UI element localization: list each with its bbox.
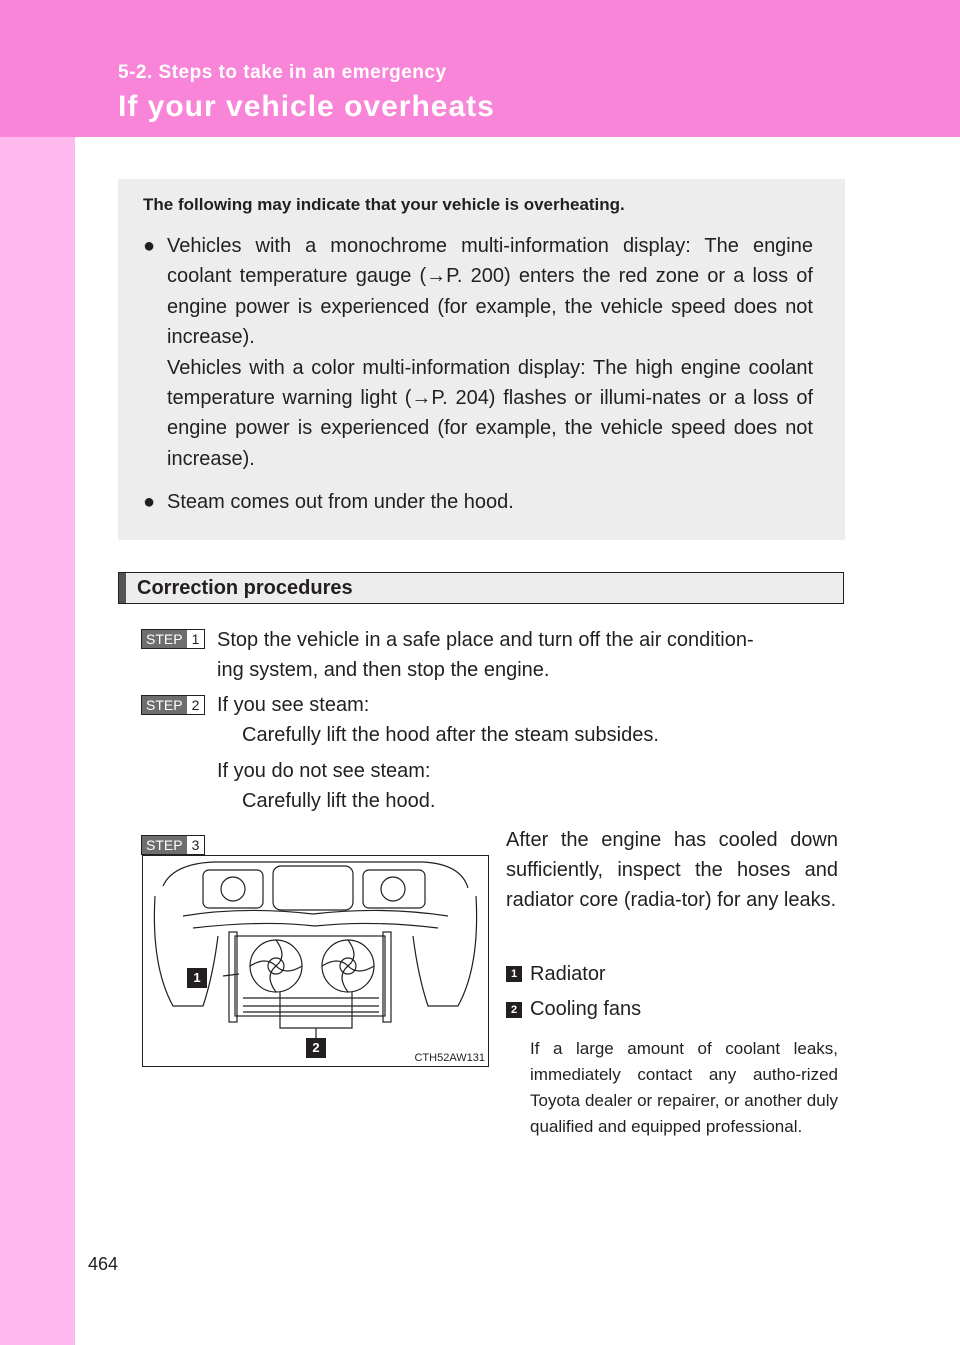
bullet-icon: ● (143, 491, 156, 513)
callout-radiator: 1 (187, 968, 207, 988)
page-number: 464 (88, 1254, 119, 1274)
symptoms-heading: The following may indicate that your vehicle is overheating. (143, 195, 625, 214)
step-1-line-2: ing system, and then stop the engine. (217, 659, 550, 681)
page-side-strip (0, 0, 75, 1345)
engine-bay-drawing (143, 856, 488, 1066)
step-2-if-no-steam: If you do not see steam: (217, 760, 431, 782)
step-word: STEP (142, 836, 187, 854)
legend-label-cooling-fans: Cooling fans (530, 998, 642, 1020)
engine-bay-illustration (142, 855, 489, 1067)
page-header (0, 0, 960, 137)
step-2-badge (141, 695, 205, 715)
step-2-no-steam-action: Carefully lift the hood. (242, 790, 436, 812)
callout-cooling-fans: 2 (306, 1038, 326, 1058)
procedures-title: Correction procedures (137, 577, 353, 599)
symptom-steam-text: Steam comes out from under the hood. (167, 491, 514, 513)
step-2-if-steam: If you see steam: (217, 694, 370, 716)
step-1-text (217, 625, 839, 685)
step-1-badge (141, 629, 205, 649)
page-title: If your vehicle overheats (118, 90, 495, 123)
symptom-monochrome-text: Vehicles with a monochrome multi-information display: The engine coolant temperature gauge (→P. 200) enters the red zone or a loss of engine power is experienced (for example, the vehicle speed does not increase). (167, 235, 813, 349)
legend-number-1: 1 (506, 966, 522, 982)
step-word: STEP (142, 630, 187, 648)
procedures-section-header (118, 572, 844, 604)
figure-code: CTH52AW131 (414, 1052, 485, 1064)
step-2-steam-action: Carefully lift the hood after the steam subsides. (242, 724, 659, 746)
symptom-color-text: Vehicles with a color multi-information display: The high engine coolant temperature warning light (→P. 204) flashes or illumi-nates or a loss of engine power is experienced (for example, the vehicle speed does not increase). (167, 356, 813, 470)
legend-number-2: 2 (506, 1002, 522, 1018)
step-number: 3 (191, 837, 200, 853)
section-label: 5-2. Steps to take in an emergency (118, 62, 447, 83)
step-number: 2 (191, 697, 200, 713)
symptom-item-steam (143, 487, 813, 517)
section-accent-bar (119, 573, 126, 603)
overheat-symptoms-box (118, 179, 845, 540)
step-3-text: After the engine has cooled down sufficiently, inspect the hoses and radiator core (radia-tor) for any leaks. (506, 829, 838, 911)
step-1-line-1: Stop the vehicle in a safe place and turn off the air condition- (217, 629, 754, 651)
symptom-item-display (143, 231, 813, 474)
legend-label-radiator: Radiator (530, 963, 606, 985)
step-word: STEP (142, 696, 187, 714)
step-number: 1 (191, 631, 200, 647)
step-3-badge (141, 835, 205, 855)
bullet-icon: ● (143, 235, 156, 257)
coolant-leak-note: If a large amount of coolant leaks, immediately contact any autho-rized Toyota dealer or repairer, or another duly qualified and equipped professional. (530, 1039, 838, 1136)
